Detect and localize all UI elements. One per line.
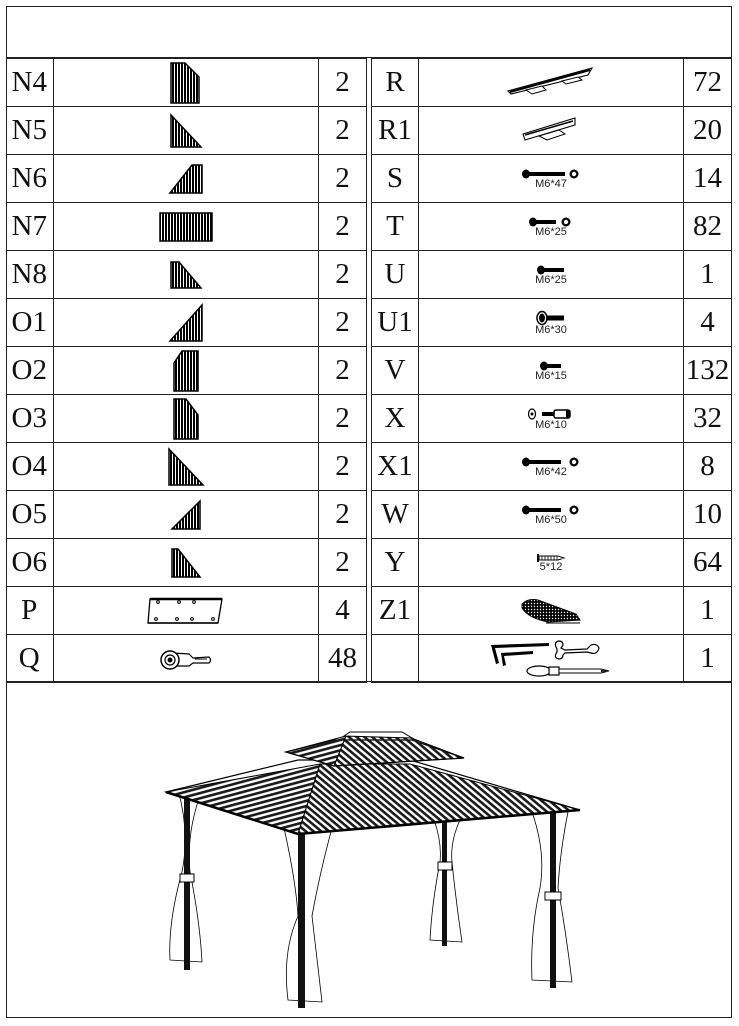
- part-figure: [53, 539, 319, 587]
- hardware-size-label: M6*50: [535, 513, 567, 526]
- part-figure: [419, 491, 684, 539]
- hardware-size-label: M6*42: [535, 465, 567, 478]
- part-figure: [53, 443, 319, 491]
- part-quantity: 2: [319, 155, 367, 203]
- panel-trapezoid-right-tall-icon: [172, 397, 200, 441]
- part-code: W: [372, 491, 419, 539]
- part-quantity: 2: [319, 347, 367, 395]
- part-quantity: 1: [684, 587, 732, 635]
- panel-trapezoid-small-icon: [169, 260, 203, 290]
- part-quantity: 2: [319, 59, 367, 107]
- part-quantity: 2: [319, 395, 367, 443]
- long-clip-strip-icon: [506, 66, 596, 100]
- part-code: N4: [6, 59, 53, 107]
- table-row: [6, 107, 367, 155]
- part-code: O2: [6, 347, 53, 395]
- table-row: [6, 587, 367, 635]
- part-quantity: 64: [684, 539, 732, 587]
- part-quantity: 2: [319, 107, 367, 155]
- part-quantity: 2: [319, 299, 367, 347]
- part-figure: [53, 587, 319, 635]
- part-quantity: 4: [684, 299, 732, 347]
- part-code: U1: [372, 299, 419, 347]
- part-quantity: 4: [319, 587, 367, 635]
- part-code: O5: [6, 491, 53, 539]
- hardware-size-label: M6*30: [535, 323, 567, 336]
- part-code: O3: [6, 395, 53, 443]
- part-code: O6: [6, 539, 53, 587]
- hinge-clip-icon: [159, 648, 213, 670]
- table-row: [372, 635, 732, 683]
- part-figure: [419, 635, 684, 683]
- part-quantity: 8: [684, 443, 732, 491]
- table-row: [372, 443, 732, 491]
- parts-table-right: [371, 58, 732, 683]
- part-figure: [53, 59, 319, 107]
- table-row: [6, 251, 367, 299]
- folded-netting-icon: [518, 596, 584, 626]
- part-quantity: 2: [319, 203, 367, 251]
- panel-triangle-right-large-icon: [167, 447, 205, 487]
- part-figure: [53, 155, 319, 203]
- table-row: [372, 539, 732, 587]
- part-figure: [419, 587, 684, 635]
- part-code: Q: [6, 635, 53, 683]
- part-quantity: 14: [684, 155, 732, 203]
- part-figure: [419, 299, 684, 347]
- table-row: [372, 395, 732, 443]
- table-row: [6, 395, 367, 443]
- wrench-icon: [555, 641, 599, 659]
- panel-triangle-right-small-icon: [170, 547, 202, 579]
- part-figure: [419, 203, 684, 251]
- part-quantity: 72: [684, 59, 732, 107]
- part-quantity: 48: [319, 635, 367, 683]
- panel-rectangle-icon: [159, 212, 213, 242]
- table-row: [6, 635, 367, 683]
- part-figure: [419, 395, 684, 443]
- part-code: S: [372, 155, 419, 203]
- part-quantity: 82: [684, 203, 732, 251]
- table-row: [6, 491, 367, 539]
- part-code: R: [372, 59, 419, 107]
- part-code: R1: [372, 107, 419, 155]
- part-figure: [53, 251, 319, 299]
- screwdriver-icon: [527, 666, 609, 676]
- table-row: [6, 443, 367, 491]
- table-row: [372, 587, 732, 635]
- part-code: T: [372, 203, 419, 251]
- part-code: N6: [6, 155, 53, 203]
- table-row: [6, 299, 367, 347]
- part-code: P: [6, 587, 53, 635]
- hardware-size-label: M6*25: [535, 273, 567, 286]
- part-figure: [419, 155, 684, 203]
- part-quantity: 2: [319, 539, 367, 587]
- table-row: [6, 59, 367, 107]
- table-row: [372, 59, 732, 107]
- part-figure: [419, 443, 684, 491]
- table-row: [372, 203, 732, 251]
- panel-triangle-left-small-icon: [168, 163, 204, 195]
- table-row: [6, 347, 367, 395]
- part-figure: [53, 299, 319, 347]
- part-quantity: 2: [319, 443, 367, 491]
- part-figure: [53, 635, 319, 683]
- parts-table-left: [6, 58, 367, 683]
- part-figure: [419, 347, 684, 395]
- part-code: V: [372, 347, 419, 395]
- header-band: [6, 6, 732, 58]
- part-figure: [419, 251, 684, 299]
- table-row: [372, 299, 732, 347]
- part-figure: [419, 107, 684, 155]
- table-row: [372, 347, 732, 395]
- bracket-plate-icon: [146, 596, 226, 626]
- part-figure: [53, 491, 319, 539]
- table-row: [372, 491, 732, 539]
- part-code: O4: [6, 443, 53, 491]
- part-figure: [53, 203, 319, 251]
- hardware-size-label: M6*25: [535, 225, 567, 238]
- table-row: [6, 539, 367, 587]
- part-quantity: 132: [684, 347, 732, 395]
- part-figure: [53, 347, 319, 395]
- short-clip-strip-icon: [521, 116, 581, 146]
- tool-kit-icon: [489, 639, 613, 679]
- table-row: [372, 251, 732, 299]
- part-code: X: [372, 395, 419, 443]
- part-quantity: 10: [684, 491, 732, 539]
- hardware-size-label: 5*12: [539, 560, 563, 573]
- part-figure: [419, 539, 684, 587]
- table-row: [372, 107, 732, 155]
- allen-key-icon: [491, 643, 549, 666]
- part-quantity: 20: [684, 107, 732, 155]
- panel-triangle-left-small-icon: [170, 499, 202, 531]
- part-figure: [419, 59, 684, 107]
- part-code: N5: [6, 107, 53, 155]
- part-code: Y: [372, 539, 419, 587]
- panel-triangle-right-icon: [169, 113, 203, 149]
- part-code: N7: [6, 203, 53, 251]
- part-quantity: 2: [319, 491, 367, 539]
- panel-triangle-left-tall-icon: [168, 303, 204, 343]
- part-quantity: 1: [684, 635, 732, 683]
- part-quantity: 1: [684, 251, 732, 299]
- hardware-size-label: M6*10: [535, 418, 567, 431]
- part-figure: [53, 107, 319, 155]
- part-code: X1: [372, 443, 419, 491]
- hardware-size-label: M6*47: [535, 177, 567, 190]
- table-row: [6, 155, 367, 203]
- part-code: O1: [6, 299, 53, 347]
- part-quantity: 2: [319, 251, 367, 299]
- part-code: Z1: [372, 587, 419, 635]
- part-code: U: [372, 251, 419, 299]
- table-bottom-divider: [6, 681, 732, 682]
- part-figure: [53, 395, 319, 443]
- table-row: [6, 203, 367, 251]
- part-code: N8: [6, 251, 53, 299]
- assembled-gazebo-icon: [150, 712, 590, 1012]
- hardware-size-label: M6*15: [535, 369, 567, 382]
- panel-trapezoid-left-tall-icon: [172, 349, 200, 393]
- part-quantity: 32: [684, 395, 732, 443]
- part-code: [372, 635, 419, 683]
- table-row: [372, 155, 732, 203]
- panel-trapezoid-tall-icon: [169, 61, 203, 105]
